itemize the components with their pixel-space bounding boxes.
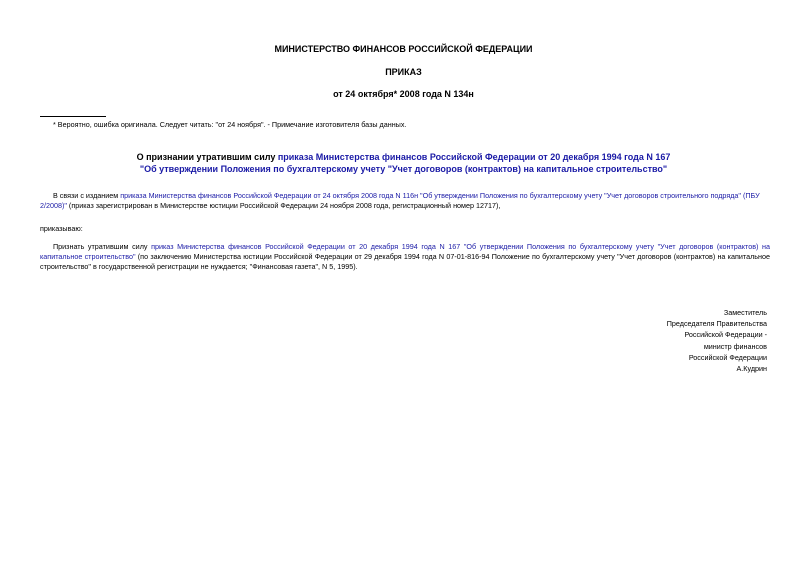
para2-link[interactable]: приказ Министерства финансов Российской Федерации от 20 декабря 1994 года N 167 "Об утверждении Положения по бухгалтерскому учету "Учет договоров (контрактов) на капитальное строительство" bbox=[40, 242, 770, 261]
para1-prefix: В связи с изданием bbox=[53, 191, 121, 200]
order-word: приказываю: bbox=[40, 224, 83, 233]
para1-link[interactable]: приказа Министерства финансов Российской Федерации от 24 октября 2008 года N 116н "Об утверждении Положения по бухгалтерскому учету "Учет договоров строительного подряда" (ПБУ 2/2008)" bbox=[40, 191, 760, 210]
ministry-heading: МИНИСТЕРСТВО ФИНАНСОВ РОССИЙСКОЙ ФЕДЕРАЦИИ bbox=[274, 44, 533, 54]
title-link-line1[interactable]: приказа Министерства финансов Российской Федерации от 20 декабря 1994 года N 167 bbox=[277, 152, 671, 162]
document-title bbox=[0, 151, 807, 175]
signatory-name: А.Кудрин bbox=[736, 364, 767, 374]
footnote-text: * Вероятно, ошибка оригинала. Следует читать: "от 24 ноября". - Примечание изготовителя базы данных. bbox=[53, 120, 407, 129]
signature-line: Российской Федерации bbox=[688, 352, 767, 362]
para1-suffix: (приказ зарегистрирован в Министерстве юстиции Российской Федерации 24 ноября 2008 года, регистрационный номер 12717), bbox=[66, 201, 501, 210]
signature-line: министр финансов bbox=[703, 341, 767, 351]
signature-line: Российской Федерации - bbox=[684, 330, 767, 340]
signature-line: Председателя Правительства bbox=[666, 319, 767, 329]
signature-block bbox=[667, 307, 767, 374]
paragraph-basis bbox=[40, 191, 770, 211]
footnote-divider bbox=[40, 116, 106, 117]
document-type-heading: ПРИКАЗ bbox=[385, 67, 422, 77]
title-link-line2[interactable]: "Об утверждении Положения по бухгалтерскому учету "Учет договоров (контрактов) на капитальное строительство" bbox=[139, 164, 668, 174]
paragraph-order bbox=[40, 242, 770, 272]
signature-line: Заместитель bbox=[723, 308, 767, 317]
title-prefix: О признании утратившим силу bbox=[136, 152, 278, 162]
document-date-heading: от 24 октября* 2008 года N 134н bbox=[333, 89, 474, 99]
para2-suffix: (по заключению Министерства юстиции Российской Федерации от 29 декабря 1994 года N 07-01-816-94 Положение по бухгалтерскому учету "Учет договоров (контрактов) на капитальное строительство" в государственной регистрации не нуждается; "Финансовая газета", N 5, 1995). bbox=[40, 252, 770, 271]
para2-prefix: Признать утратившим силу bbox=[53, 242, 152, 251]
